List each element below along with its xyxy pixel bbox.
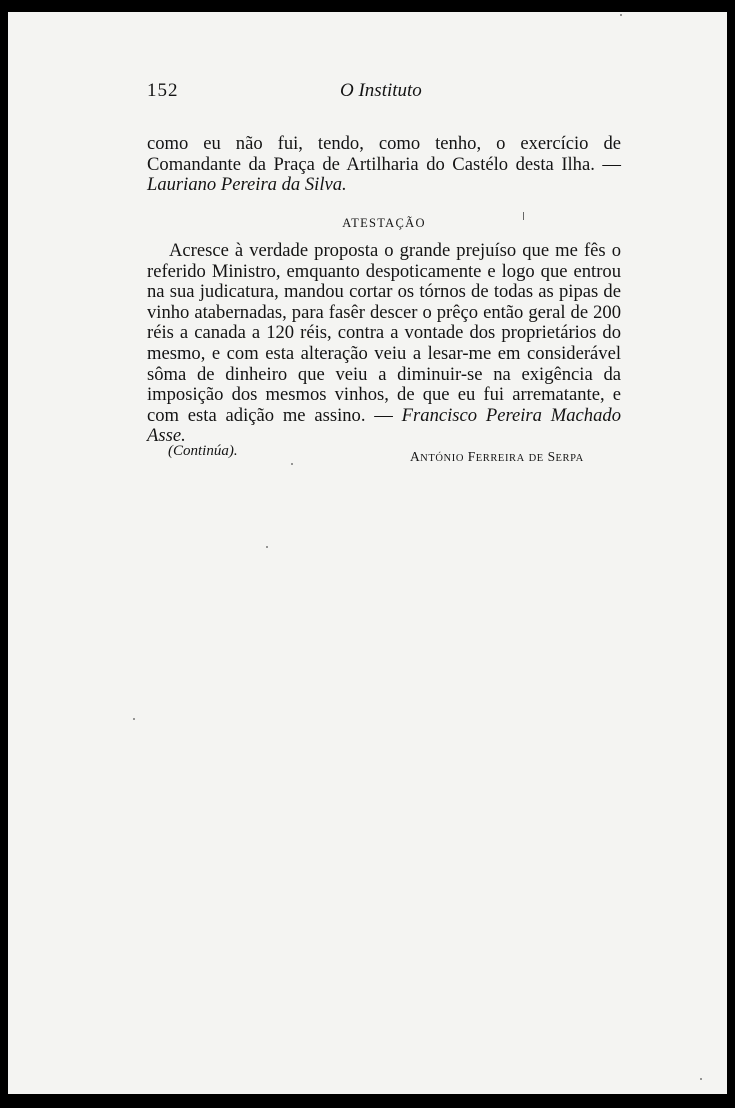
author-name-part: NTÓNIO [420,453,464,464]
author-initial: F [467,449,476,464]
section-heading: ATESTAÇÃO [342,216,426,230]
paragraph-attestation [147,241,621,447]
scan-mark [523,212,524,220]
continued-note: (Continúa). [168,443,238,459]
author-initial: A [410,449,421,464]
scan-speck [620,14,622,16]
author-name-part: ERPA [555,453,584,464]
paragraph-text: Acresce à verdade proposta o grande prejuíso que me fês o referido Ministro, emquanto despoticamente e logo que entrou na sua judicatura, mandou cortar os tórnos de todas as pipas de vinho atabernadas, para fasêr descer o prêço então geral de 200 réis a canada a 120 réis, contra a vontade dos proprietários do mesmo, e com esta alteração veiu a lesar-me em considerável sôma de dinheiro que veiu a diminuir-se na exigência da imposição dos mesmos vinhos, de que eu fui arrematante, e com esta adição me assino. — [147,240,621,426]
paragraph-text: como eu não fui, tendo, como tenho, o exercício de Comandante da Praça de Artilharia do Castélo desta Ilha. — [147,133,621,175]
running-head: O Instituto [340,80,422,101]
author-initial: S [547,449,556,464]
scan-speck [700,1078,702,1080]
signature: Lauriano Pereira da Silva. [147,174,347,196]
author-name-part: ERREIRA [475,453,525,464]
scan-speck [266,546,268,548]
scan-speck [291,463,293,465]
paragraph-testimony-end [147,134,621,196]
page-number: 152 [147,80,179,101]
page-header [147,80,627,110]
author-credit [410,449,584,465]
signature: Francisco Pereira Machado Asse. [147,404,621,447]
author-name-part: DE [528,453,544,464]
scan-speck [133,718,135,720]
